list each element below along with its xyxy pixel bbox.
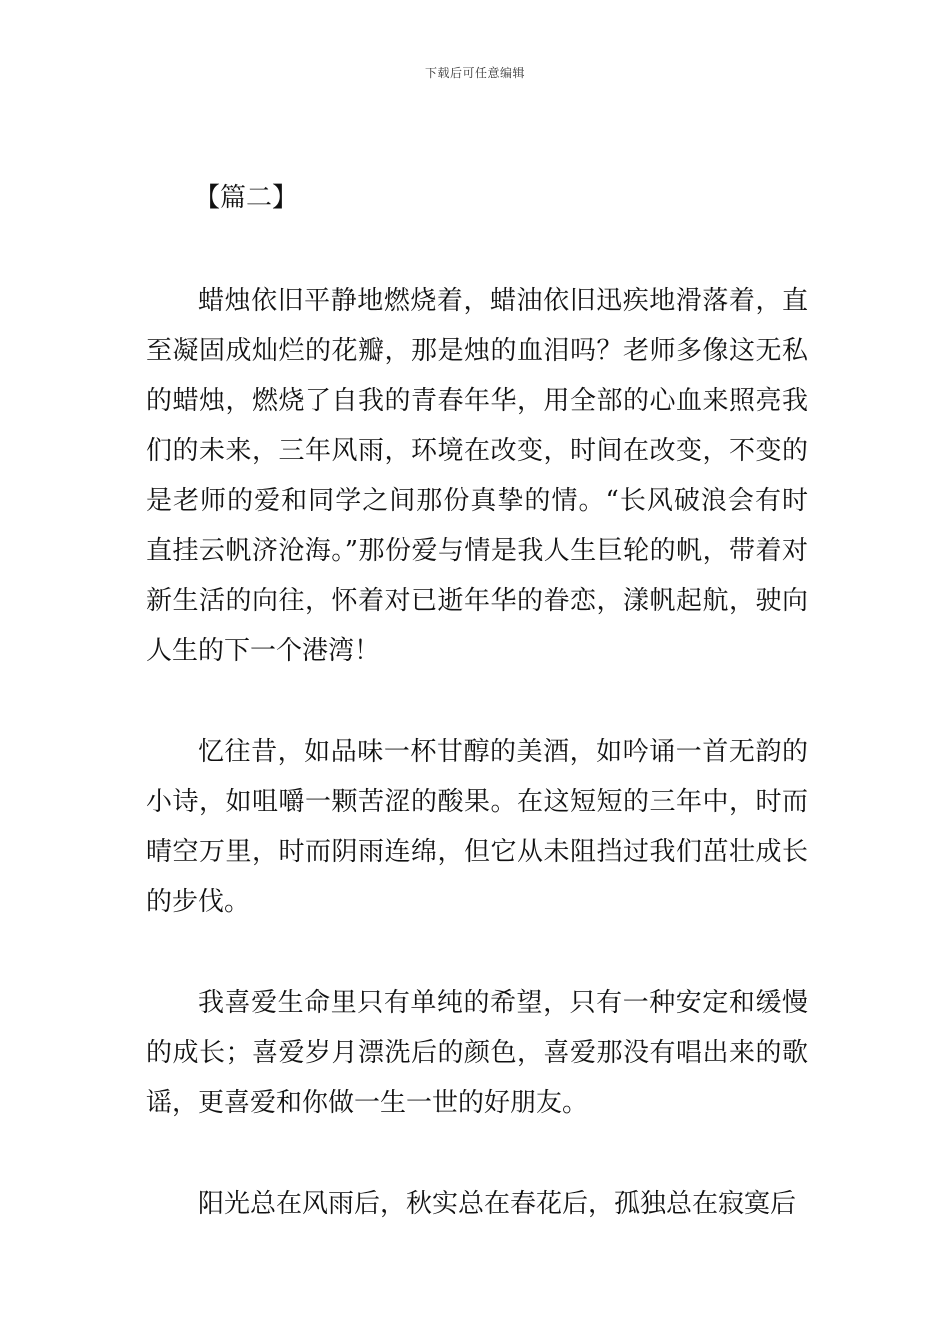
page-header-note: 下载后可任意编辑 <box>424 66 525 80</box>
document-body <box>146 168 808 1280</box>
paragraph-2: 忆往昔，如品味一杯甘醇的美酒，如吟诵一首无韵的小诗，如咀嚼一颗苦涩的酸果。在这短短的三年中，时而晴空万里，时而阴雨连绵，但它从未阻挡过我们茁壮成长的步伐。 <box>146 737 808 917</box>
paragraph-1: 蜡烛依旧平静地燃烧着，蜡油依旧迅疾地滑落着，直至凝固成灿烂的花瓣，那是烛的血泪吗？老师多像这无私的蜡烛，燃烧了自我的青春年华，用全部的心血来照亮我们的未来，三年风雨，环境在改变，时间在改变，不变的是老师的爱和同学之间那份真挚的情。“长风破浪会有时直挂云帆济沧海。”那份爱与情是我人生巨轮的帆，带着对新生活的向往，怀着对已逝年华的眷恋，漾帆起航，驶向人生的下一个港湾！ <box>146 286 808 666</box>
paragraph-4: 阳光总在风雨后，秋实总在春花后，孤独总在寂寞后 <box>198 1189 797 1219</box>
section-title: 【篇二】 <box>194 183 299 213</box>
paragraph-3: 我喜爱生命里只有单纯的希望，只有一种安定和缓慢的成长；喜爱岁月漂洗后的颜色，喜爱那没有唱出来的歌谣，更喜爱和你做一生一世的好朋友。 <box>146 988 808 1118</box>
